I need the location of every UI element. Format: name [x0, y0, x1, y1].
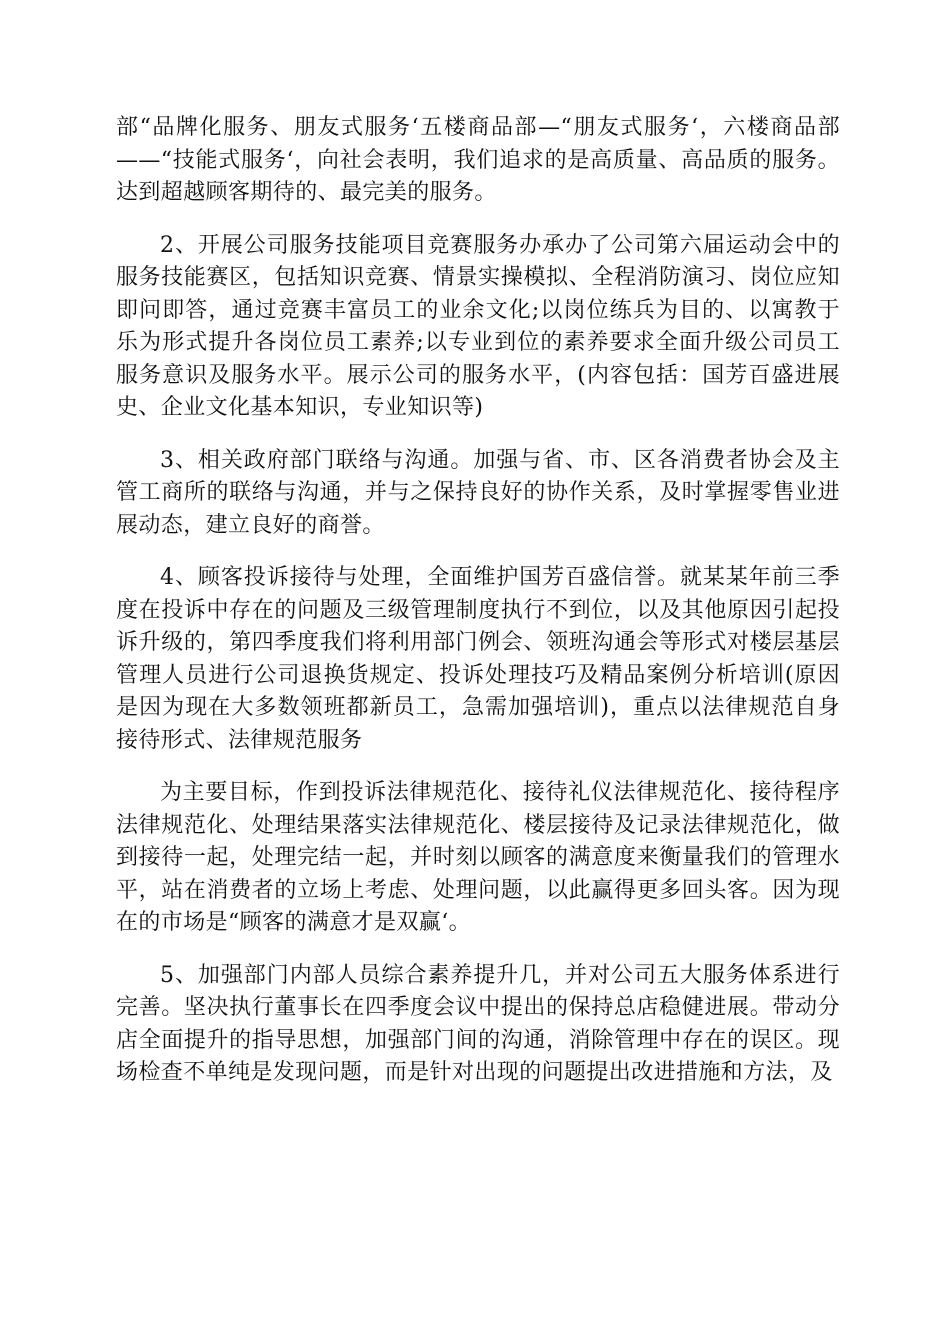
paragraph-5: 为主要目标，作到投诉法律规范化、接待礼仪法律规范化、接待程序法律规范化、处理结果落实法律规范化、楼层接待及记录法律规范化，做到接待一起，处理完结一起，并时刻以顾客的满意度来衡量我们的管理水平，站在消费者的立场上考虑、处理问题，以此赢得更多回头客。因为现在的市场是“顾客的满意才是双赢‘。	[116, 780, 840, 935]
paragraph-2: 2、开展公司服务技能项目竞赛服务办承办了公司第六届运动会中的服务技能赛区，包括知识竞赛、情景实操模拟、全程消防演习、岗位应知即问即答，通过竞赛丰富员工的业余文化;以岗位练兵为目的、以寓教于乐为形式提升各岗位员工素养;以专业到位的素养要求全面升级公司员工服务意识及服务水平。展示公司的服务水平，(内容包括：国芳百盛进展史、企业文化基本知识，专业知识等)	[116, 232, 840, 420]
paragraph-1: 部“品牌化服务、朋友式服务‘五楼商品部—“朋友式服务‘，六楼商品部——“技能式服务‘，向社会表明，我们追求的是高质量、高品质的服务。达到超越顾客期待的、最完美的服务。	[116, 115, 840, 205]
paragraph-3: 3、相关政府部门联络与沟通。加强与省、市、区各消费者协会及主管工商所的联络与沟通，并与之保持良好的协作关系，及时掌握零售业进展动态，建立良好的商誉。	[116, 447, 840, 538]
document-body	[116, 112, 840, 1110]
paragraph-4: 4、顾客投诉接待与处理，全面维护国芳百盛信誉。就某某年前三季度在投诉中存在的问题及三级管理制度执行不到位，以及其他原因引起投诉升级的，第四季度我们将利用部门例会、领班沟通会等形式对楼层基层管理人员进行公司退换货规定、投诉处理技巧及精品案例分析培训(原因是因为现在大多数领班都新员工，急需加强培训)，重点以法律规范自身接待形式、法律规范服务	[116, 565, 840, 753]
paragraph-6: 5、加强部门内部人员综合素养提升几，并对公司五大服务体系进行完善。坚决执行董事长在四季度会议中提出的保持总店稳健进展。带动分店全面提升的指导思想，加强部门间的沟通，消除管理中存在的误区。现场检查不单纯是发现问题，而是针对出现的问题提出改进措施和方法，及	[116, 962, 840, 1085]
